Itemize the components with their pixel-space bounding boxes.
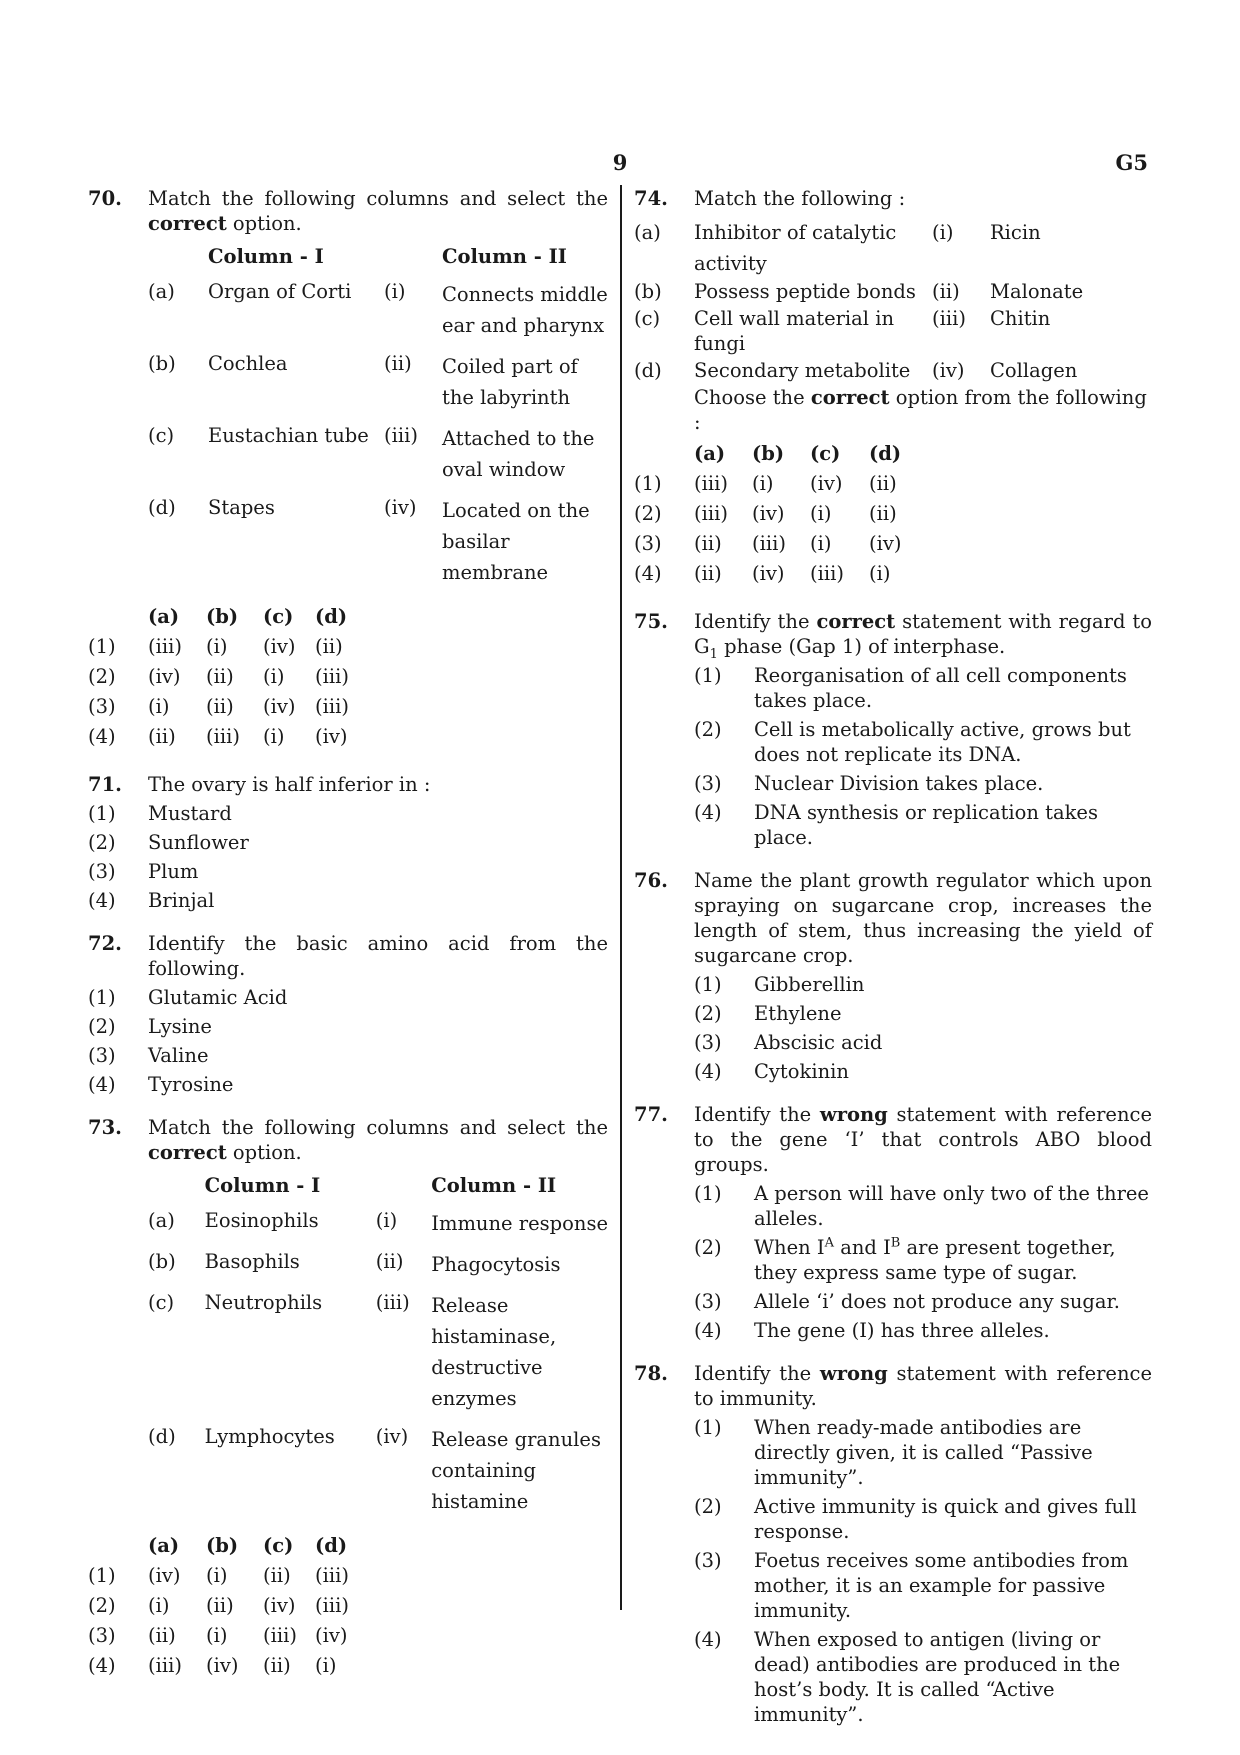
question-72 [88,931,608,1097]
answer-option[interactable]: (4) The gene (I) has three alleles. [694,1319,1050,1342]
match-row: (a) Organ of Corti (i) Connects middle ear and pharynx [148,280,608,337]
right-column [634,186,1152,1745]
question-number: 70. [88,187,122,210]
answer-option[interactable]: (2) (iv) (ii) (i) (iii) [88,665,349,688]
match-row: (d) Lymphocytes (iv) Release granules containing histamine [148,1425,601,1513]
question-stem: Match the following : [694,187,906,210]
question-number: 71. [88,773,122,796]
question-number: 77. [634,1103,668,1126]
answer-option[interactable]: (4) (ii) (iv) (iii) (i) [634,562,891,585]
question-77 [634,1102,1152,1343]
match-row: (c) Eustachian tube (iii) Attached to the oval window [148,424,595,481]
match-table [148,236,608,598]
question-number: 75. [634,610,668,633]
match-row: (a) Eosinophils (i) Immune response [148,1209,608,1235]
question-number: 73. [88,1116,122,1139]
match-row: (a) Inhibitor of catalytic activity (i) Ricin [634,221,1041,275]
answer-option[interactable]: (3) Plum [88,860,199,883]
answer-option[interactable]: (3) (ii) (iii) (i) (iv) [634,532,902,555]
answer-option[interactable]: (2) (i) (ii) (iv) (iii) [88,1594,349,1617]
question-70 [88,186,608,754]
answer-option[interactable]: (1) Gibberellin [694,973,865,996]
answer-option[interactable]: (1) A person will have only two of the three alleles. [694,1182,1149,1230]
question-stem: Match the following columns and select the correct option. [148,1116,608,1164]
question-78 [634,1361,1152,1727]
answer-option[interactable]: (3) Valine [88,1044,209,1067]
answer-option[interactable]: (1) (iii) (i) (iv) (ii) [88,635,343,658]
match-row: (b) Possess peptide bonds (ii) Malonate [634,280,1084,303]
answer-option[interactable]: (3) Abscisic acid [694,1031,883,1054]
answer-option[interactable]: (2) Sunflower [88,831,249,854]
match-row: (b) Cochlea (ii) Coiled part of the labyrinth [148,352,578,409]
answer-option[interactable]: (3) (ii) (i) (iii) (iv) [88,1624,348,1647]
answer-option[interactable]: (1) (iv) (i) (ii) (iii) [88,1564,349,1587]
answer-option[interactable]: (2) (iii) (iv) (i) (ii) [634,502,897,525]
question-stem: Identify the wrong statement with reference to immunity. [694,1362,1152,1410]
answer-option[interactable]: (4) Cytokinin [694,1060,849,1083]
match-row: (c) Cell wall material in fungi (iii) Chitin [634,307,1051,355]
column-1-heading: Column - I [208,245,324,268]
question-stem: Identify the wrong statement with reference to the gene ‘I’ that controls ABO blood groups. [694,1103,1152,1176]
choose-instruction: Choose the correct option from the following : [694,386,1147,434]
answer-option[interactable]: (1) Glutamic Acid [88,986,288,1009]
match-row: (d) Secondary metabolite (iv) Collagen [634,359,1078,382]
question-stem: Identify the correct statement with regard to $G_1$ phase (Gap 1) of interphase. [694,610,1152,662]
column-2-heading: Column - II [431,1174,557,1197]
answer-option[interactable]: (3) Foetus receives some antibodies from mother, it is an example for passive immunity. [694,1549,1129,1622]
question-73 [88,1115,608,1683]
answer-option[interactable]: (1) (iii) (i) (iv) (ii) [634,472,897,495]
question-stem: Name the plant growth regulator which upon spraying on sugarcane crop, increases the length of stem, thus increasing the yield of sugarcane crop. [694,869,1152,967]
answer-option[interactable]: (3) Allele ‘i’ does not produce any sugar. [694,1290,1120,1313]
match-table [148,1165,608,1527]
question-stem: Identify the basic amino acid from the following. [148,932,608,980]
question-number: 78. [634,1362,668,1385]
answer-option[interactable]: (2) Cell is metabolically active, grows but does not replicate its DNA. [694,718,1131,766]
answer-table: (a) (b) (c) (d) (1) (iii) (i) (iv) (ii) (2) (iv) (ii) (i) (iii) (3) (i) (ii) (iv) (iii) (4) (ii) (iii) (i) (iv) [88,598,371,754]
answer-option[interactable]: (1) Reorganisation of all cell components takes place. [694,664,1127,712]
question-number: 74. [634,187,668,210]
page-number: 9 [612,150,628,175]
answer-table: (a) (b) (c) (d) (1) (iii) (i) (iv) (ii) (2) (iii) (iv) (i) (ii) (3) (ii) (iii) (i) (iv) (4) (ii) (iv) (iii) (i) [634,435,925,591]
question-76 [634,868,1152,1084]
match-row: (c) Neutrophils (iii) Release histaminase, destructive enzymes [148,1291,557,1410]
match-table [634,217,1152,383]
column-divider [620,185,622,1610]
match-row: (b) Basophils (ii) Phagocytosis [148,1250,561,1276]
question-75 [634,609,1152,850]
match-row: (d) Stapes (iv) Located on the basilar membrane [148,496,590,584]
question-stem: Match the following columns and select the correct option. [148,187,608,235]
question-stem: The ovary is half inferior in : [148,773,431,796]
column-2-heading: Column - II [442,245,567,268]
answer-option[interactable]: (3) Nuclear Division takes place. [694,772,1044,795]
column-1-heading: Column - I [204,1174,321,1197]
answer-option[interactable]: (1) When ready-made antibodies are directly given, it is called “Passive immunity”. [694,1416,1093,1489]
left-column [88,186,608,1701]
question-number: 76. [634,869,668,892]
answer-option[interactable]: (4) When exposed to antigen (living or dead) antibodies are produced in the host’s body. It is called “Active immunity”. [694,1628,1121,1726]
answer-option[interactable]: (2) When $I^A$ and $I^B$ are present together, they express same type of sugar. [694,1235,1116,1284]
answer-option[interactable]: (1) Mustard [88,802,232,825]
answer-option[interactable]: (4) DNA synthesis or replication takes place. [694,801,1098,849]
answer-option[interactable]: (3) (i) (ii) (iv) (iii) [88,695,349,718]
question-71 [88,772,608,913]
question-74 [634,186,1152,591]
answer-option[interactable]: (2) Active immunity is quick and gives full response. [694,1495,1137,1543]
answer-option[interactable]: (4) (ii) (iii) (i) (iv) [88,725,348,748]
answer-option[interactable]: (2) Lysine [88,1015,212,1038]
answer-option[interactable]: (2) Ethylene [694,1002,842,1025]
booklet-code: G5 [1115,150,1148,175]
answer-option[interactable]: (4) Tyrosine [88,1073,234,1096]
answer-option[interactable]: (4) Brinjal [88,889,215,912]
answer-option[interactable]: (4) (iii) (iv) (ii) (i) [88,1654,337,1677]
question-number: 72. [88,932,122,955]
answer-table: (a) (b) (c) (d) (1) (iv) (i) (ii) (iii) (2) (i) (ii) (iv) (iii) (3) (ii) (i) (iii) (iv) (4) (iii) (iv) (ii) (i) [88,1527,371,1683]
